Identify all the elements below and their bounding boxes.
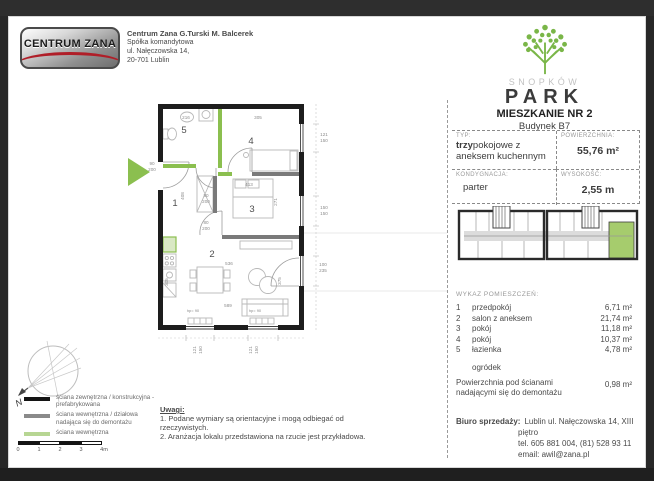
svg-text:150: 150 — [320, 205, 328, 210]
notes-title: Uwagi: — [160, 405, 185, 414]
developer-line: 20-701 Lublin — [127, 57, 170, 64]
svg-text:2: 2 — [209, 249, 215, 260]
kitchen-hob — [163, 254, 176, 267]
type-cell — [452, 131, 556, 169]
notes-line: 2. Aranżacja lokalu przedstawiona na rzucie jest przykładowa. — [160, 432, 366, 441]
entrance-arrow-icon — [128, 158, 150, 186]
room-row: 2 salon z aneksem 21,74 m² — [456, 313, 632, 323]
svg-text:589: 589 — [224, 303, 232, 308]
svg-text:408: 408 — [180, 192, 185, 200]
floor-cell — [452, 169, 556, 205]
svg-text:216: 216 — [182, 115, 190, 120]
svg-text:305: 305 — [254, 115, 262, 120]
floor-label: KONDYGNACJA: — [456, 172, 509, 178]
height-label: WYSOKOŚĆ: — [561, 172, 602, 178]
building-overview-diagram — [456, 206, 640, 264]
developer-name: Centrum Zana G.Turski M. Balcerek — [127, 29, 254, 38]
svg-text:3: 3 — [249, 204, 255, 215]
legend-swatch-black — [24, 397, 50, 401]
svg-text:1: 1 — [172, 198, 178, 209]
highlighted-unit — [609, 222, 634, 258]
developer-line: Spółka komandytowa — [127, 39, 194, 46]
room-list — [456, 303, 632, 356]
building-label: Budynek B7 — [518, 121, 571, 132]
area-cell — [556, 131, 639, 169]
centrum-zana-logo — [20, 27, 120, 69]
structural-walls — [158, 104, 304, 330]
sales-office-info — [456, 416, 638, 460]
svg-text:80: 80 — [203, 220, 209, 225]
notes-block — [160, 405, 430, 441]
area-label: POWIERZCHNIA: — [561, 133, 615, 139]
svg-text:200: 200 — [202, 226, 210, 231]
svg-text:413: 413 — [245, 182, 253, 187]
svg-text:235: 235 — [319, 268, 327, 273]
type-label: TYP: — [456, 133, 471, 139]
sideboard — [240, 241, 292, 249]
armchair — [260, 277, 277, 294]
svg-text:200: 200 — [148, 167, 156, 172]
svg-text:375: 375 — [277, 277, 282, 285]
svg-text:121: 121 — [248, 346, 253, 354]
room-row: 5 łazienka 4,78 m² — [456, 345, 632, 355]
svg-text:150: 150 — [198, 346, 203, 354]
svg-text:121: 121 — [320, 132, 328, 137]
wall-legend — [24, 394, 154, 439]
room-list-header: WYKAZ POMIESZCZEŃ: — [456, 291, 539, 298]
developer-info — [127, 29, 253, 65]
notes-line: 1. Podane wymiary są orientacyjne i mogą odbiegać od — [160, 414, 344, 423]
sales-office-line: tel. 605 881 004, (81) 528 93 11 — [518, 439, 632, 448]
logo-text: CENTRUM ZANA — [23, 38, 117, 50]
svg-text:hp= 90: hp= 90 — [248, 308, 262, 313]
notes-line: rzeczywistych. — [160, 423, 209, 432]
type-value: trzypokojowe z aneksem kuchennym — [456, 140, 546, 162]
right-panel — [447, 16, 642, 468]
sales-office-line: Lublin ul. Nałęczowska 14, XIII piętro — [518, 417, 634, 437]
dining-table — [197, 267, 223, 293]
room4-door-swing — [228, 148, 252, 172]
garden-row: ogródek — [472, 363, 501, 372]
svg-text:150: 150 — [320, 211, 328, 216]
demolition-area: 0,98 m² — [604, 380, 632, 389]
svg-text:4: 4 — [248, 136, 254, 147]
viewer-top-bar — [0, 0, 654, 16]
svg-text:80: 80 — [203, 193, 209, 198]
logo-red-band — [20, 52, 120, 65]
legend-swatch-gray — [24, 414, 50, 418]
legend-swatch-green — [24, 432, 50, 436]
area-value: 55,76 m² — [576, 145, 620, 157]
svg-text:100: 100 — [319, 262, 327, 267]
sales-office-line: email: awil@zana.pl — [518, 450, 590, 459]
tree-logo-icon — [517, 22, 573, 76]
estate-name: SNOPKÓW — [508, 77, 581, 87]
apartment-title: MIESZKANIE NR 2 — [496, 108, 593, 120]
sales-office-label: Biuro sprzedaży: — [456, 417, 521, 426]
demolition-note: Powierzchnia pod ścianami nadającymi się do demontażu 0,98 m² — [456, 378, 632, 397]
svg-text:121: 121 — [192, 346, 197, 354]
legend-row: ściana wewnętrzna — [24, 429, 154, 436]
svg-text:536: 536 — [225, 261, 233, 266]
park-title: PARK — [504, 86, 585, 108]
svg-text:150: 150 — [254, 346, 259, 354]
room-row: 3 pokój 11,18 m² — [456, 324, 632, 334]
developer-line: ul. Nałęczowska 14, — [127, 48, 190, 55]
viewer-bottom-bar — [0, 468, 654, 481]
floor-value: parter — [463, 182, 488, 193]
room-row: 1 przedpokój 6,71 m² — [456, 303, 632, 312]
svg-text:hp= 90: hp= 90 — [186, 308, 200, 313]
apartment-info-table — [452, 130, 640, 204]
legend-row: ściana wewnętrzna / działowa nadająca się do demontażu — [24, 411, 154, 425]
svg-text:5: 5 — [181, 125, 187, 136]
height-value: 2,55 m — [581, 184, 615, 196]
scale-bar: 0 1 2 3 4m — [18, 441, 114, 455]
north-label: N — [14, 396, 24, 409]
floor-plan — [110, 88, 455, 380]
legend-row: ściana zewnętrzna / konstrukcyjna - prefabrykowana — [24, 394, 154, 408]
svg-text:200: 200 — [202, 199, 210, 204]
svg-text:271: 271 — [273, 198, 278, 206]
svg-text:150: 150 — [320, 138, 328, 143]
svg-text:90: 90 — [149, 161, 155, 166]
svg-text:305: 305 — [164, 278, 169, 286]
room-row: 4 pokój 10,37 m² — [456, 334, 632, 344]
height-cell — [556, 169, 639, 205]
